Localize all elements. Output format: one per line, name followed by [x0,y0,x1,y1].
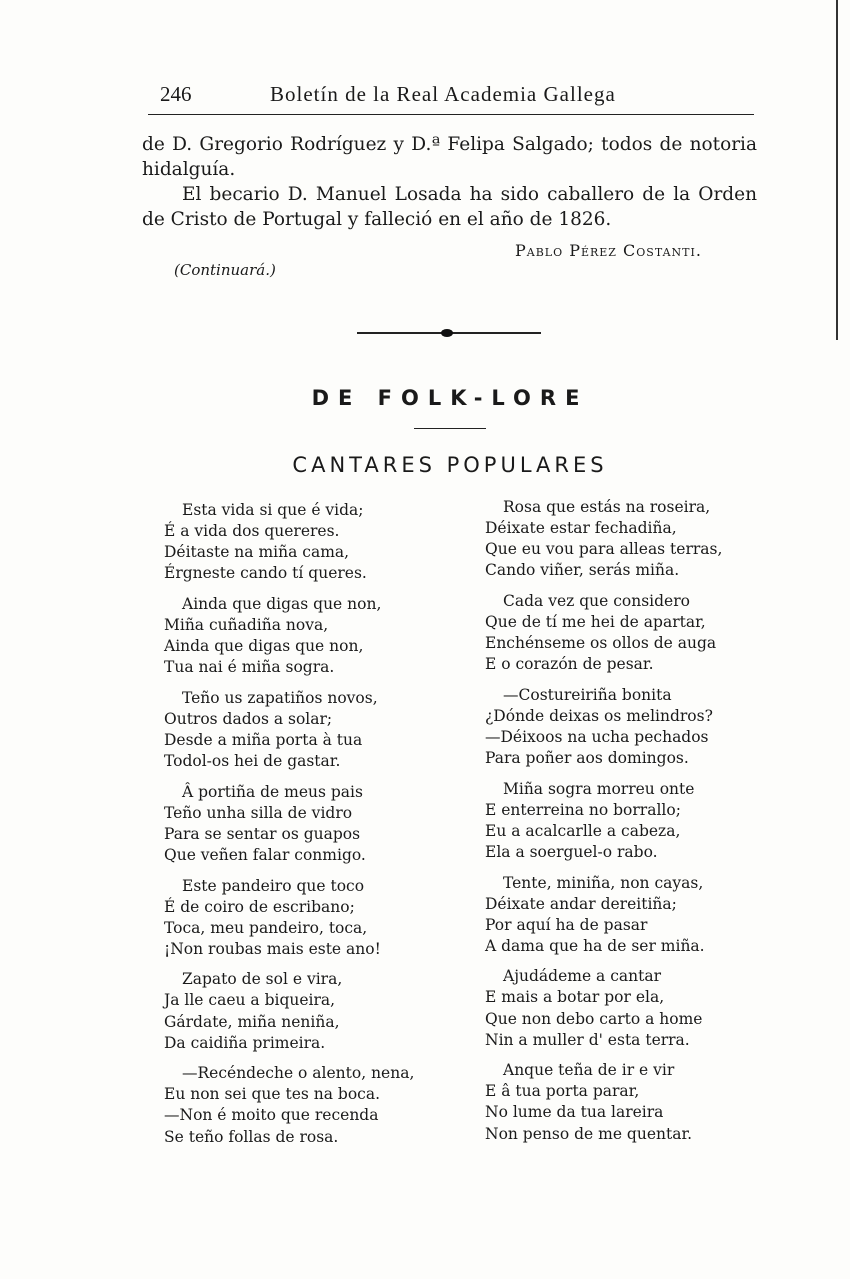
verse-line: ¿Dónde deixas os melindros? [485,706,713,725]
verse-line: Ajudádeme a cantar [503,967,661,986]
verse-line: Déitaste na miña cama, [164,543,350,562]
verse-line: Déixate andar dereitiña; [485,894,677,913]
verse-line: Gárdate, miña neniña, [164,1012,340,1031]
verse-line: Déixate estar fechadiña, [485,519,677,538]
verse-line: E â tua porta parar, [485,1082,640,1101]
verse-line: Nin a muller d' esta terra. [485,1030,690,1049]
verse-line: Tua nai é miña sogra. [164,658,335,677]
section-subtitle: CANTARES POPULARES [292,453,608,477]
poem-stanza [164,782,464,866]
verse-line: Para poñer aos domingos. [485,749,689,768]
verse-line: Que eu vou para alleas terras, [485,540,723,559]
verse-line: Eu a acalcarlle a cabeza, [485,821,681,840]
verse-line: Ja lle caeu a biqueira, [164,991,336,1010]
verse-line: Toca, meu pandeiro, toca, [164,918,368,937]
verse-line: Que non debo carto a home [485,1009,703,1028]
section-divider-ornament [357,330,541,336]
verse-line: Desde a miña porta à tua [164,730,363,749]
verse-line: —Recéndeche o alento, nena, [182,1064,415,1083]
verse-line: Todol-os hei de gastar. [164,752,341,771]
poem-stanza [485,966,785,1050]
verse-line: A dama que ha de ser miña. [485,936,705,955]
verse-line: Este pandeiro que toco [182,876,365,895]
journal-title: Boletín de la Real Academia Gallega [270,82,616,106]
verse-line: No lume da tua lareira [485,1103,664,1122]
verse-line: Miña sogra morreu onte [503,779,695,798]
verse-line: Â portiña de meus pais [182,782,363,801]
poem-stanza [164,876,464,960]
poem-stanza [164,969,464,1053]
verse-line: E mais a botar por ela, [485,988,665,1007]
verse-line: Non penso de me quentar. [485,1124,693,1143]
article-author: Pablo Pérez Costanti. [515,241,702,260]
poem-stanza [164,1063,464,1147]
poem-stanza [164,688,464,772]
verse-line: Que veñen falar conmigo. [164,845,366,864]
verse-line: Eu non sei que tes na boca. [164,1085,381,1104]
verse-line: É de coiro de escribano; [164,897,355,916]
verse-line: Enchénseme os ollos de auga [485,634,717,653]
verse-line: Rosa que estás na roseira, [503,498,711,516]
verse-line: Ainda que digas que non, [164,637,364,656]
poem-stanza [164,594,464,678]
poem-stanza [485,591,785,675]
running-header [160,82,760,112]
continued-note: (Continuará.) [174,261,276,279]
section-title: DE FOLK-LORE [311,386,589,410]
verse-line: Ela a soerguel-o rabo. [485,842,658,861]
header-rule [148,114,754,115]
verse-line: E enterreina no borrallo; [485,800,681,819]
verse-line: Da caidiña primeira. [164,1033,326,1052]
verse-line: —Non é moito que recenda [164,1106,379,1125]
article-paragraph-1: de D. Gregorio Rodríguez y D.ª Felipa Salgado; todos de notoria hidalguía. [142,134,757,180]
verse-line: Teño us zapatiños novos, [182,688,378,707]
verse-line: —Déixoos na ucha pechados [485,727,709,746]
verse-line: Ainda que digas que non, [182,594,382,613]
article-paragraph-2: El becario D. Manuel Losada ha sido caballero de la Orden de Cristo de Portugal y falleció en el año de 1826. [142,184,757,230]
verse-line: E o corazón de pesar. [485,655,654,674]
verse-line: Outros dados a solar; [164,709,333,728]
verse-line: Anque teña de ir e vir [503,1061,675,1080]
poem-stanza [485,873,785,957]
page-number: 246 [160,82,192,106]
verse-line: Zapato de sol e vira, [182,970,343,989]
verse-line: ¡Non roubas mais este ano! [164,939,381,958]
verse-line: Para se sentar os guapos [164,824,361,843]
verse-line: Que de tí me hei de apartar, [485,612,706,631]
page-edge-line [836,0,838,340]
verse-line: É a vida dos quereres. [164,522,340,541]
poem-stanza [485,1060,785,1144]
verse-line: Por aquí ha de pasar [485,915,648,934]
verse-line: Cada vez que considero [503,591,690,610]
poem-stanza [485,497,785,581]
verse-line: Teño unha silla de vidro [164,803,353,822]
verse-line: Érgneste cando tí queres. [164,564,367,583]
poem-stanza [485,685,785,769]
divider-center-mark [441,329,453,337]
poem-stanza [485,779,785,863]
verse-line: Se teño follas de rosa. [164,1127,339,1146]
poems-right-column [485,497,785,1154]
title-rule [414,428,486,429]
verse-line: Miña cuñadiña nova, [164,615,329,634]
verse-line: Cando viñer, serás miña. [485,561,680,580]
verse-line: Esta vida si que é vida; [182,501,364,519]
poems-left-column [164,500,464,1157]
verse-line: —Costureiriña bonita [503,685,672,704]
poem-stanza [164,500,464,584]
verse-line: Tente, miniña, non cayas, [503,873,704,892]
